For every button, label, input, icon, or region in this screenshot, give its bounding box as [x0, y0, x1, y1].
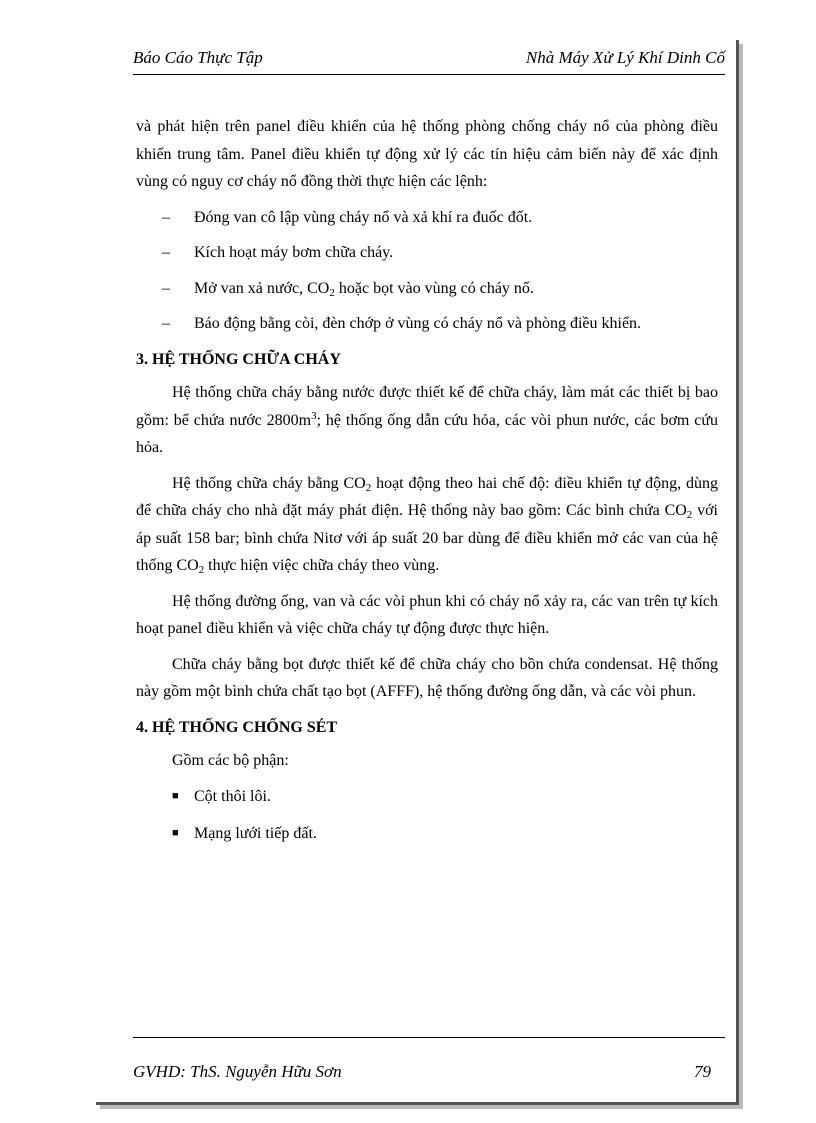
list-item	[136, 204, 718, 232]
water-system-paragraph: Hệ thống chữa cháy bằng nước được thiết kế để chữa cháy, làm mát các thiết bị bao gồm: bể chứa nước $2800m^3$; hệ thống ống dẫn cứu hỏa, các vòi phun nước, các bơm cứu hỏa.	[136, 384, 719, 456]
list-item	[136, 783, 718, 811]
section-3-heading: 3. HỆ THỐNG CHỮA CHÁY	[136, 350, 341, 368]
list-item-text: Mạng lưới tiếp đất.	[194, 825, 317, 842]
footer-supervisor: GVHD: ThS. Nguyễn Hữu Sơn	[133, 1062, 342, 1081]
page-footer	[133, 1062, 711, 1082]
list-item-text: Kích hoạt máy bơm chữa cháy.	[194, 244, 394, 261]
dash-marker: –	[162, 315, 170, 332]
foam-system-paragraph: Chữa cháy bằng bọt được thiết kế để chữa cháy cho bồn chứa condensat. Hệ thống này gồm một bình chứa chất tạo bọt (AFFF), hệ thống đường ống dẫn, và các vòi phun.	[136, 655, 718, 700]
page-header	[133, 48, 725, 75]
section-4-heading: 4. HỆ THỐNG CHỐNG SÉT	[136, 718, 338, 736]
square-bullet-icon: ■	[172, 789, 179, 802]
footer-divider	[133, 1037, 725, 1038]
list-item	[136, 310, 718, 338]
header-report-title: Báo Cáo Thực Tập	[133, 48, 263, 67]
list-item-text: Báo động bằng còi, đèn chớp ở vùng có cháy nổ và phòng điều khiển.	[194, 315, 642, 332]
list-item-text: Cột thôi lôi.	[194, 787, 271, 805]
dash-marker: –	[162, 208, 170, 226]
components-intro: Gồm các bộ phận:	[172, 752, 289, 769]
co2-system-paragraph: Hệ thống chữa cháy bằng $CO_2$ hoạt động theo hai chế độ: điều khiển tự động, dùng để chữa cháy cho nhà đặt máy phát điện. Hệ thống này bao gồm: Các bình chứa $CO_2$ với áp suất 158 bar; bình chứa Nitơ với áp suất 20 bar dùng để điều khiển mở các van của hệ thống $CO_2$ thực hiện việc chữa cháy theo vùng.	[136, 474, 719, 576]
list-item	[136, 275, 718, 303]
dash-marker: –	[162, 244, 170, 261]
page-body	[136, 113, 718, 858]
list-item-text: Đóng van cô lập vùng cháy nổ và xả khí ra đuốc đốt.	[194, 208, 533, 226]
list-item-text: Mở van xả nước, $CO_2$ hoặc bọt vào vùng có cháy nổ.	[194, 279, 534, 299]
lightning-components-list	[136, 783, 718, 848]
square-bullet-icon: ■	[172, 827, 179, 839]
intro-paragraph: và phát hiện trên panel điều khiển của hệ thống phòng chống cháy nổ của phòng điều khiển trung tâm. Panel điều khiển tự động xử lý các tín hiệu cảm biến này để xác định vùng có nguy cơ cháy nổ đồng thời thực hiện các lệnh:	[136, 118, 718, 190]
list-item	[136, 239, 718, 267]
page-number: 79	[694, 1062, 711, 1081]
header-plant-name: Nhà Máy Xử Lý Khí Dinh Cố	[525, 48, 725, 67]
piping-paragraph: Hệ thống đường ống, van và các vòi phun khi có cháy nổ xảy ra, các van trên tự kích hoạt panel điều khiển và việc chữa cháy tự động được thực hiện.	[136, 592, 718, 637]
command-list	[136, 204, 718, 338]
dash-marker: –	[162, 279, 170, 297]
list-item	[136, 820, 718, 848]
